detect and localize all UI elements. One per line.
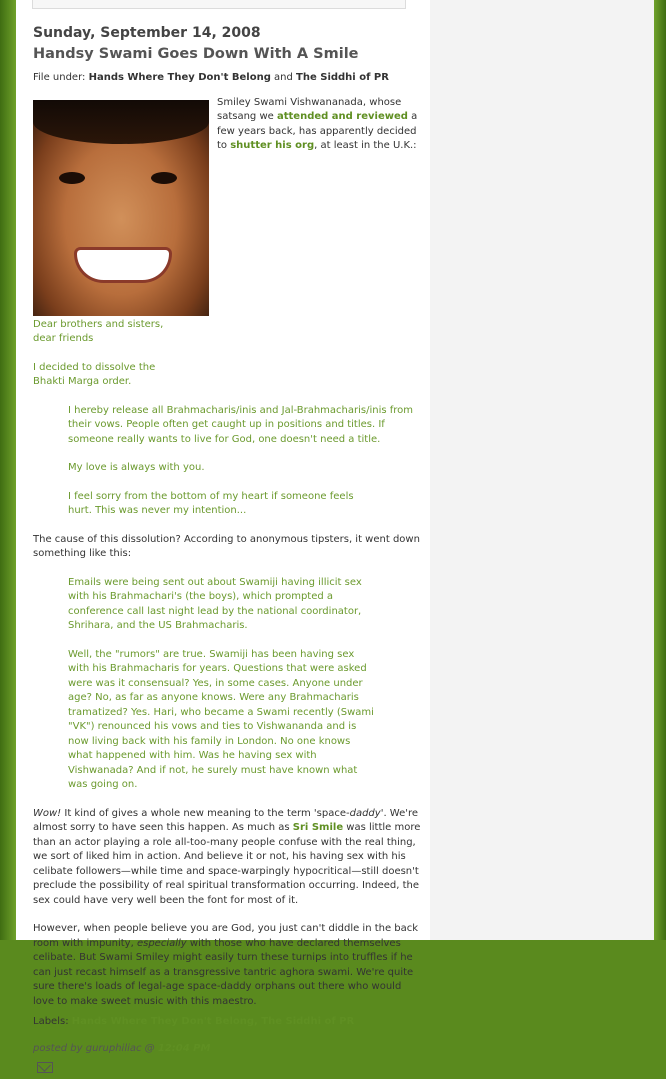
labels-links[interactable]: Hands Where They Don't Belong, The Siddhi of PR (71, 1016, 355, 1027)
wow-em: Wow! (33, 807, 62, 819)
quote-greeting: Dear brothers and sisters, dear friends (33, 318, 164, 344)
link-attended-reviewed[interactable]: attended and reviewed (276, 111, 408, 122)
top-box (32, 0, 406, 9)
however-paragraph (33, 922, 421, 1009)
labels-prefix: Labels: (33, 1016, 72, 1027)
photo-eye-left (59, 172, 85, 184)
wow-text-2: '. We're almost sorry to have seen this happen. As much as (33, 807, 419, 833)
however-text-1: However, when people believe you are God, you just can't diddle in the back room with impunity, (33, 923, 419, 949)
post-labels (33, 1015, 421, 1030)
right-frame (654, 0, 666, 940)
photo-hair (33, 100, 209, 144)
email-post-icon[interactable] (37, 1062, 53, 1073)
post-date: Sunday, September 14, 2008 (33, 25, 261, 41)
post-permalink-time[interactable]: 12:04 PM (157, 1042, 211, 1054)
post-title: Handsy Swami Goes Down With A Smile (33, 46, 359, 62)
photo-eye-right (151, 172, 177, 184)
tag-link-siddhi[interactable]: The Siddhi of PR (296, 72, 389, 83)
quote-dissolve: I decided to dissolve the Bhakti Marga order. (33, 361, 156, 387)
intro-text-3: , at least in the U.K.: (314, 140, 417, 151)
tip-rumors: Well, the "rumors" are true. Swamiji has been having sex with his Brahmacharis for years. Questions that were asked were was it consensual? Yes, in some cases. Anyone under age? No, as far as anyone knows. Were any Brahmacharis tramatized? Yes. Hari, who became a Swami recently (Swami "VK") renounced his vows and ties to Vishwananda and is now living back with his family in London. No one knows what happened with him. Was he having sex with Vishwanada? And if not, he surely must have known what was going on. (68, 648, 374, 790)
intro-text-2: a few years back, has apparently decided to (217, 111, 418, 151)
quote-release-text: I hereby release all Brahmacharis/inis and Jal-Brahmacharis/inis from their vows. People often get caught up in positions and titles. If someone really wants to live for God, one doesn't need a title. (68, 404, 414, 445)
left-frame (0, 0, 16, 940)
quote-love: My love is always with you. (68, 462, 205, 473)
however-text-2: with those who have declared themselves celibate. But Swami Smiley might easily turn these turnips into truffles if he can just recast himself as a transgressive tantric aghora swami. We're quite sure there's loads of legal-age space-daddy orphans out there who would love to make sweet music with this maestro. (33, 937, 414, 1007)
tip-emails: Emails were being sent out about Swamiji having illicit sex with his Brahmachari's (the boys), which prompted a conference call last night lead by the national coordinator, Shrihara, and the US Brahmacharis. (68, 576, 362, 631)
sidebar (430, 0, 654, 940)
tag-link-hands[interactable]: Hands Where They Don't Belong (88, 72, 271, 83)
posted-by (33, 1042, 421, 1057)
cause-paragraph: The cause of this dissolution? According to anonymous tipsters, it went down something like this: (33, 533, 420, 559)
wow-paragraph (33, 807, 421, 909)
wow-daddy: daddy (349, 807, 381, 819)
file-under-prefix: File under: (33, 72, 89, 83)
posted-by-prefix: posted by guruphiliac @ (33, 1042, 158, 1054)
link-shutter-org[interactable]: shutter his org (230, 140, 315, 151)
however-em: especially (136, 937, 187, 949)
quote-release (33, 404, 421, 448)
intro-text-1: Smiley Swami Vishwananada, whose satsang we (217, 96, 402, 122)
blog-post (33, 24, 421, 1079)
link-sri-smile[interactable]: Sri Smile (292, 822, 344, 833)
file-under-and: and (270, 72, 297, 83)
file-under (33, 71, 421, 86)
wow-text-3: was little more than an actor playing a role all-too-many people confuse with the real thing, we sort of liked him in action. And believe it or not, his having sex with his celibate followers—while time and space-warpingly hypocritical—still doesn't preclude the possibility of real spiritual transformation occurring. Indeed, the sex could have very well been the font for most of it. (33, 822, 421, 906)
quote-sorry: I feel sorry from the bottom of my heart if someone feels hurt. This was never my intention... (68, 490, 354, 516)
swami-photo (33, 100, 209, 316)
photo-smile (77, 250, 169, 280)
wow-text-1: It kind of gives a whole new meaning to the term 'space- (61, 807, 350, 819)
